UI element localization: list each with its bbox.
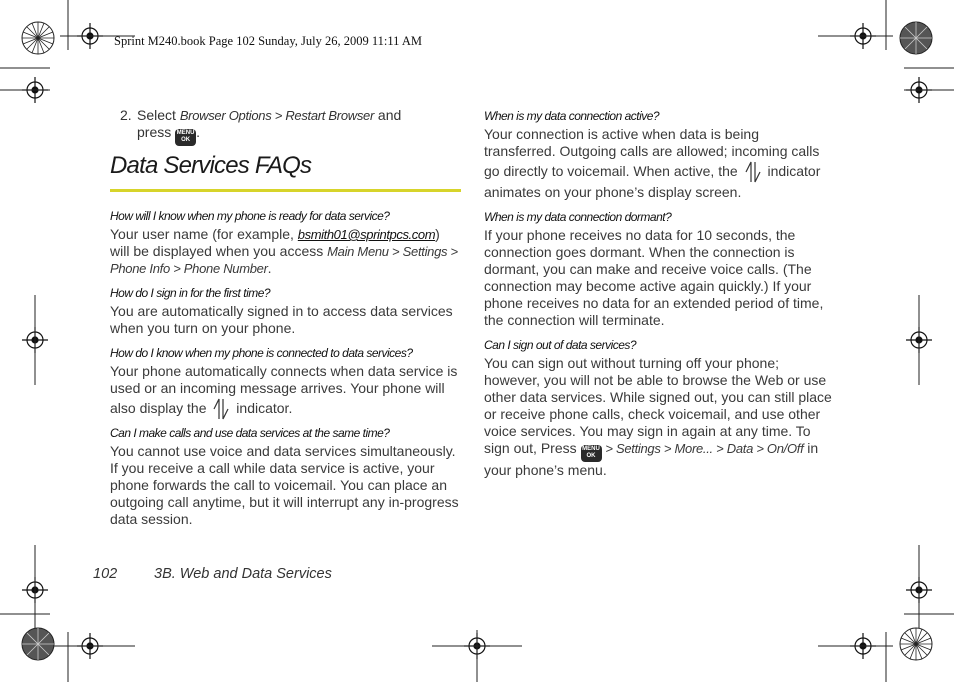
faq-answer: If your phone receives no data for 10 seconds, the connection goes dormant. When the connection is dormant, you can make and receive voice calls. (The connection may become active again quickly.) If your phone receives no data for an extended period of time, the connection will terminate. [484,227,824,328]
menu-ok-key-icon: MENU OK [581,445,602,462]
faq-item [484,337,834,479]
page-header: Sprint M240.book Page 102 Sunday, July 26, 2009 11:11 AM [114,34,422,48]
faq-column-right [484,108,834,479]
faq-item [484,209,834,329]
data-arrows-icon [210,397,232,421]
faq-item [110,285,462,337]
faq-question: Can I make calls and use data services at the same time? [110,426,390,440]
faq-question: When is my data connection dormant? [484,210,672,224]
faq-item [110,425,462,528]
faq-answer: Your phone automatically connects when data service is used or an incoming message arrives. Your phone will also display the indicator. [110,363,462,421]
faq-answer: Your connection is active when data is being transferred. Outgoing calls are allowed; incoming calls go directly to voicemail. When active, the indicator animates on your phone’s display screen. [484,126,821,200]
faq-answer: You cannot use voice and data services simultaneously. If you receive a call while data service is active, your phone forwards the call to voicemail. You can place an outgoing call anytime, but it will interrupt any in-progress data session. [110,443,459,527]
user-name-link[interactable]: bsmith01@sprintpcs.com [297,227,436,242]
faq-column-left [110,208,462,528]
faq-question: How do I sign in for the first time? [110,286,271,300]
menu-ok-key-icon: MENU OK [175,129,196,146]
faq-question: How do I know when my phone is connected to data services? [110,346,413,360]
footer-section: 3B. Web and Data Services [154,566,332,582]
faq-question: How will I know when my phone is ready for data service? [110,209,390,223]
faq-answer: You are automatically signed in to access data services when you turn on your phone. [110,303,453,336]
menu-path: > Settings > More... > Data > On/Off [605,441,804,456]
step-menu-path: Browser Options > Restart Browser [179,108,375,123]
faq-question: Can I sign out of data services? [484,338,637,352]
title-rule [110,189,461,192]
step-pre: Select [137,107,180,123]
menu-path: Main Menu > Settings > Phone Info > Phone Number [110,244,458,276]
step-number: 2. [120,107,132,123]
faq-question: When is my data connection active? [484,109,660,123]
faq-answer: Your user name (for example, bsmith01@sprintpcs.com) will be displayed when you access Main Menu > Settings > Phone Info > Phone Number. [110,226,458,276]
page-number: 102 [93,566,118,582]
step-press: press [137,124,172,140]
faq-answer: You can sign out without turning off your phone; however, you will not be able to browse the Web or use other data services. While signed out, you can still place or receive phone calls, check voicemail, and use other voice services. You may sign in again at any time. To sign out, Press MENU OK > Settings > More... > Data > On/Off in your phone’s menu. [484,355,832,478]
data-arrows-icon [742,160,764,184]
section-title: Data Services FAQs [110,152,312,179]
step-2 [120,107,440,146]
step-end: . [196,124,201,140]
step-mid: and [374,107,402,123]
faq-item [484,108,834,201]
faq-item [110,345,462,421]
faq-item [110,208,462,277]
